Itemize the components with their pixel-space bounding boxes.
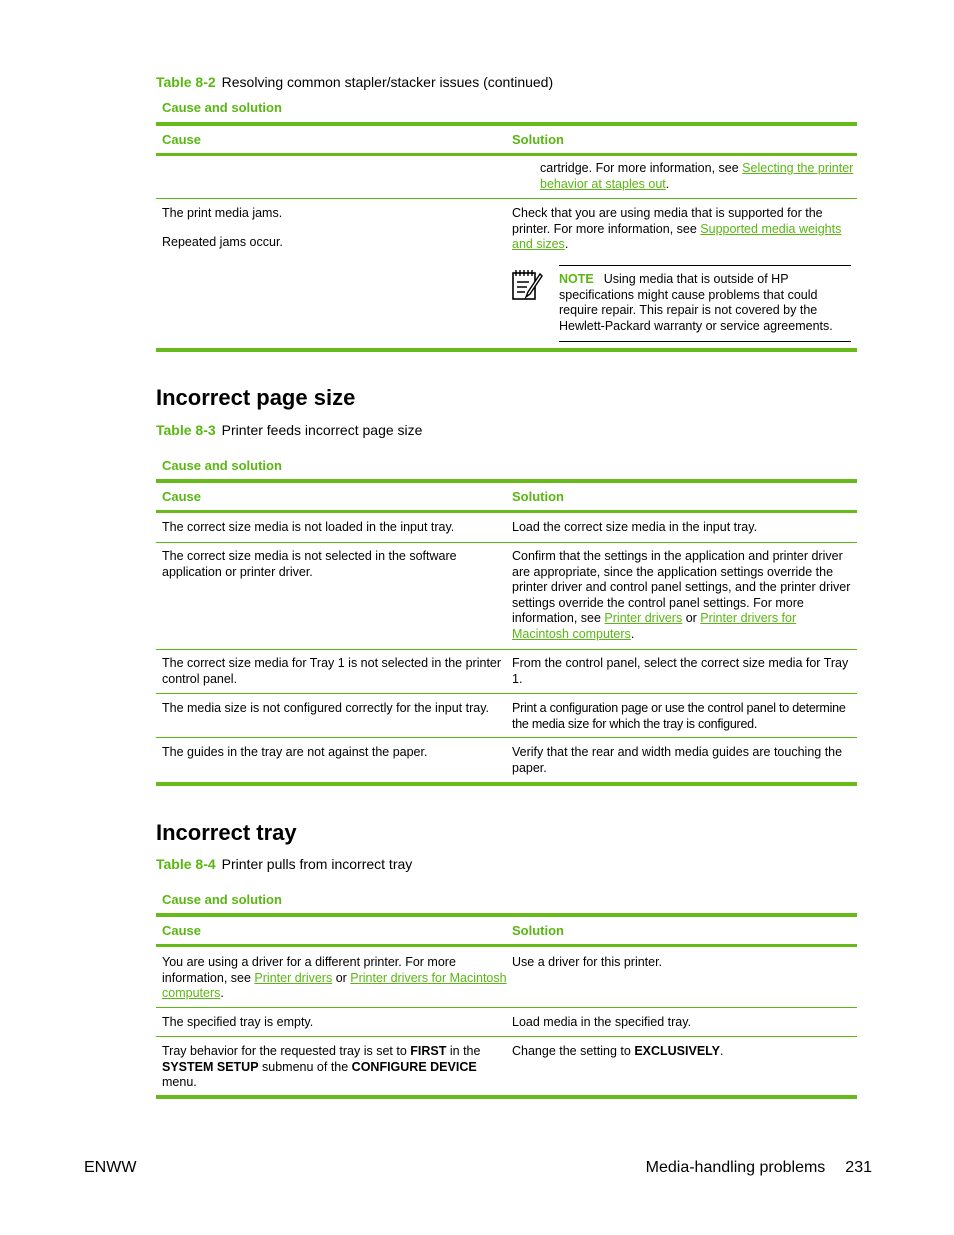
- header-rule: [156, 510, 857, 513]
- row-divider: [156, 542, 857, 543]
- table-8-2-caption: Table 8-2 Resolving common stapler/stacker issues (continued): [156, 74, 554, 90]
- table-rule-top: [156, 122, 857, 126]
- table-rule-bottom: [156, 348, 857, 352]
- link-printer-drivers[interactable]: Printer drivers: [254, 970, 333, 985]
- header-rule: [156, 944, 857, 947]
- table-row-cause: Tray behavior for the requested tray is set to FIRST in the SYSTEM SETUP submenu of the CONFIGURE DEVICE menu.: [162, 1044, 481, 1090]
- table-row-cause: The media size is not configured correctly for the input tray.: [162, 701, 490, 715]
- row-divider: [156, 649, 857, 650]
- header-cause: Cause: [162, 489, 202, 504]
- link-selecting-printer-behavior[interactable]: Selecting the printer behavior at staples out: [540, 161, 854, 191]
- row-divider: [156, 1036, 857, 1037]
- cause-and-solution-label: Cause and solution: [162, 458, 282, 473]
- footer-enww: ENWW: [84, 1159, 137, 1176]
- table-rule-bottom: [156, 1095, 857, 1099]
- section-title-page-size: Incorrect page size: [156, 385, 356, 410]
- table-row-solution: cartridge. For more information, see Selecting the printer behavior at staples out.: [540, 161, 854, 191]
- table-row-solution: Check that you are using media that is supported for the printer. For more information, see Supported media weights and sizes.: [512, 206, 842, 252]
- table-row-cause: The correct size media is not loaded in the input tray.: [162, 520, 455, 534]
- footer-section-title: Media-handling problems: [645, 1159, 826, 1176]
- row-divider: [156, 737, 857, 738]
- table-row-solution: Confirm that the settings in the application and printer driver are appropriate, since the application settings override the printer driver and control panel settings, and the printer driver settings override the control panel settings. For more information, see Printer drivers or Printer drivers for Macintosh computers.: [512, 549, 851, 641]
- note-label: NOTE: [559, 272, 594, 286]
- link-printer-drivers-macintosh[interactable]: Printer drivers for Macintosh computers: [512, 611, 797, 641]
- header-solution: Solution: [512, 489, 564, 504]
- table-row-solution: Print a configuration page or use the control panel to determine the media size for which the tray is configured.: [512, 701, 846, 731]
- header-rule: [156, 153, 857, 156]
- row-divider: [156, 1007, 857, 1008]
- link-printer-drivers[interactable]: Printer drivers: [604, 611, 683, 626]
- table-8-3-caption: Table 8-3 Printer feeds incorrect page size: [156, 422, 423, 438]
- cause-and-solution-label: Cause and solution: [162, 100, 282, 115]
- row-divider: [156, 198, 857, 199]
- header-cause: Cause: [162, 132, 202, 147]
- table-row-cause: The correct size media is not selected in the software application or printer driver.: [162, 549, 457, 579]
- table-row-cause: The print media jams. Repeated jams occur.: [162, 206, 283, 249]
- table-row-cause: The guides in the tray are not against the paper.: [162, 745, 428, 759]
- note-text: NOTE Using media that is outside of HP specifications might cause problems that could require repair. This repair is not covered by the Hewlett-Packard warranty or service agreements.: [559, 272, 833, 333]
- note-pad-icon: [510, 268, 546, 302]
- page-number: 231: [845, 1159, 872, 1176]
- table-row-solution: Verify that the rear and width media guides are touching the paper.: [512, 745, 843, 775]
- note-rule-top: [559, 265, 851, 266]
- header-solution: Solution: [512, 923, 564, 938]
- table-row-solution: From the control panel, select the correct size media for Tray 1.: [512, 656, 849, 686]
- header-solution: Solution: [512, 132, 564, 147]
- table-row-cause: The correct size media for Tray 1 is not selected in the printer control panel.: [162, 656, 502, 686]
- table-row-solution: Change the setting to EXCLUSIVELY.: [512, 1044, 724, 1058]
- table-row-solution: Use a driver for this printer.: [512, 955, 663, 969]
- table-8-4-caption: Table 8-4 Printer pulls from incorrect tray: [156, 856, 413, 872]
- row-divider: [156, 693, 857, 694]
- table-row-solution: Load media in the specified tray.: [512, 1015, 692, 1029]
- cause-and-solution-label: Cause and solution: [162, 892, 282, 907]
- note-rule-bottom: [559, 341, 851, 342]
- table-row-cause: The specified tray is empty.: [162, 1015, 314, 1029]
- table-rule-top: [156, 479, 857, 483]
- table-row-cause: You are using a driver for a different printer. For more information, see Printer drivers or Printer drivers for Macintosh computers.: [162, 955, 507, 1001]
- link-printer-drivers-macintosh[interactable]: Printer drivers for Macintosh computers: [162, 970, 507, 1001]
- table-row-solution: Load the correct size media in the input tray.: [512, 520, 758, 534]
- footer-right: [646, 1159, 872, 1177]
- link-supported-media[interactable]: Supported media weights and sizes: [512, 221, 842, 252]
- table-rule-top: [156, 913, 857, 917]
- table-rule-bottom: [156, 782, 857, 786]
- header-cause: Cause: [162, 923, 202, 938]
- section-title-tray: Incorrect tray: [156, 820, 297, 845]
